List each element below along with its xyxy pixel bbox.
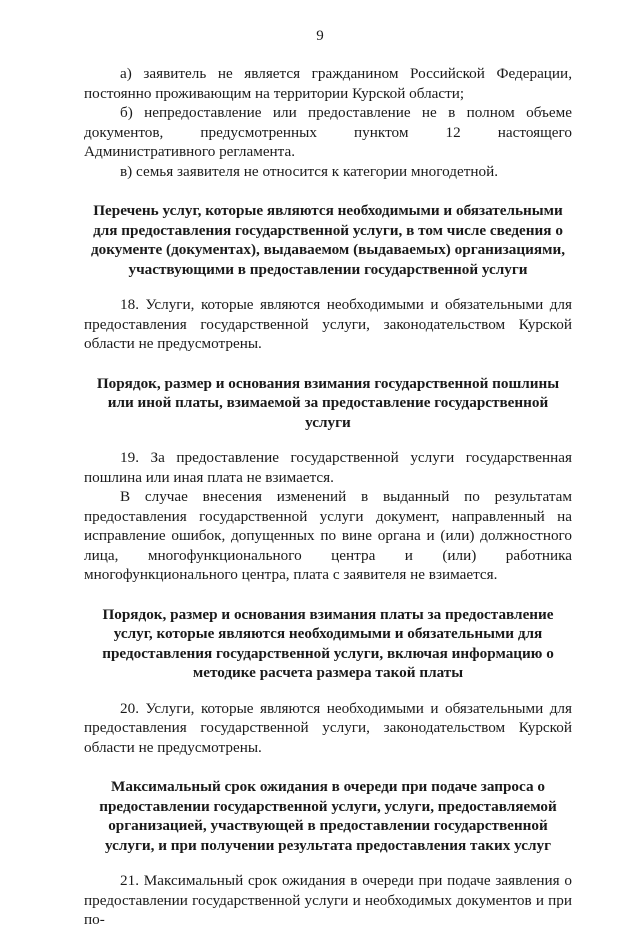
section-heading-queue-time: Максимальный срок ожидания в очереди при подаче запроса о предоставлении государственной услуги, услуги, предоставляемой организацией, участвующей в предоставлении государственной услуги, и при получении результата предоставления таких услуг	[99, 778, 557, 854]
paragraph-19: 19. За предоставление государственной услуги государственная пошлина или иная плата не взимается.	[84, 449, 572, 486]
paragraph-21: 21. Максимальный срок ожидания в очереди при подаче заявления о предоставлении государственной услуги и необходимых документов и при по-	[84, 872, 572, 928]
section-heading-fee-for-services: Порядок, размер и основания взимания платы за предоставление услуг, которые являются необходимыми и обязательными для предоставления государственной услуги, включая информацию о методике расчета размера такой платы	[102, 605, 554, 681]
paragraph-b: б) непредоставление или предоставление не в полном объеме документов, предусмотренных пунктом 12 настоящего Административного регламента.	[84, 104, 572, 160]
paragraph-18: 18. Услуги, которые являются необходимыми и обязательными для предоставления государственной услуги, законодательством Курской области не предусмотрены.	[84, 296, 572, 352]
section-heading-services-list: Перечень услуг, которые являются необходимыми и обязательными для предоставления государственной услуги, в том числе сведения о документе (документах), выдаваемом (выдаваемых) организациями, участвующими в предоставлении государственной услуги	[90, 202, 565, 278]
paragraph-19-continued: В случае внесения изменений в выданный по результатам предоставления государственной услуги документ, направленный на исправление ошибок, допущенных по вине органа и (или) должностного лица, многофункционального центра и (или) работника многофункционального центра, плата с заявителя не взимается.	[84, 488, 572, 583]
section-heading-state-fee: Порядок, размер и основания взимания государственной пошлины или иной платы, взимаемой за предоставление государственной услуги	[96, 374, 560, 431]
paragraph-20: 20. Услуги, которые являются необходимыми и обязательными для предоставления государственной услуги, законодательством Курской области не предусмотрены.	[84, 699, 572, 756]
paragraph-v: в) семья заявителя не относится к категории многодетной.	[120, 162, 499, 180]
page-number: 9	[316, 28, 324, 44]
paragraph-a: а) заявитель не является гражданином Российской Федерации, постоянно проживающим на территории Курской области;	[84, 65, 572, 102]
document-body	[84, 64, 572, 930]
